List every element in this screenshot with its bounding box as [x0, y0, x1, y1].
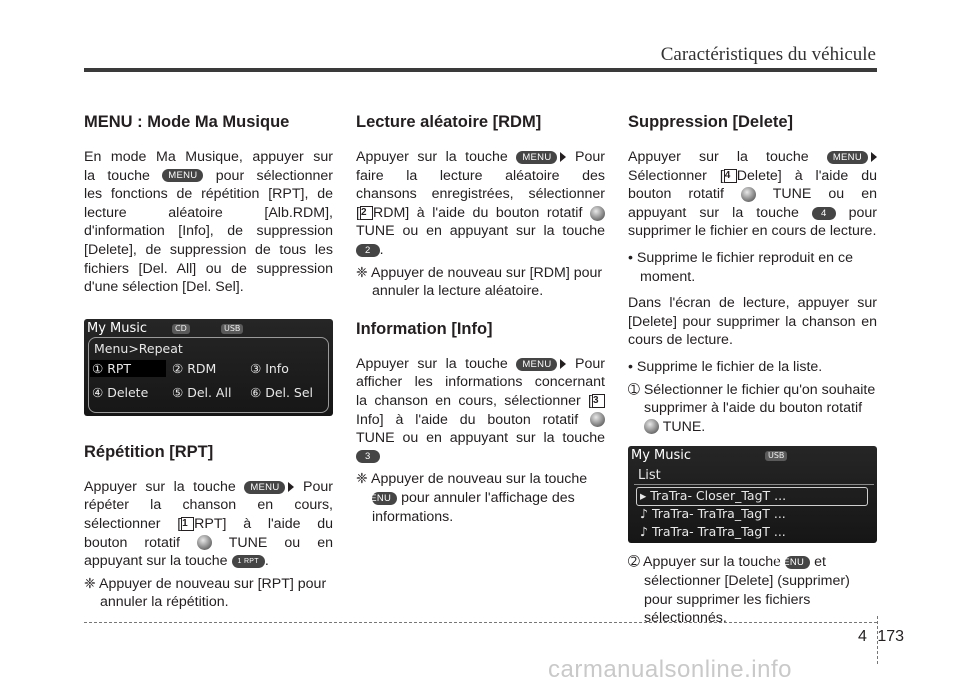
- random-line4: [356, 204, 605, 223]
- text: pour: [848, 204, 877, 221]
- text: ❈ Appuyer de nouveau sur la touche: [356, 471, 588, 488]
- usb-tag: USB: [221, 324, 243, 334]
- tune-knob-icon: [590, 412, 605, 427]
- repeat-line4: [84, 534, 333, 553]
- header-rule: [84, 68, 877, 72]
- column-1: [84, 112, 333, 620]
- paragraph-intro-rest: les fonctions de répétition [RPT], de lecture aléatoire [Alb.RDM], d'information [Info], de suppression [Delete], de suppression de tous les fichiers [Del. All] ou de suppression d'une sélection [Del. Sel].: [84, 186, 333, 296]
- usb-tag: USB: [765, 451, 787, 461]
- delete-line2: [628, 167, 877, 186]
- menu-key-icon: MENU: [372, 492, 397, 505]
- repeat-line2: répéter la chanson en cours,: [84, 497, 333, 514]
- number-2-icon: 2: [360, 206, 373, 220]
- repeat-line1: [84, 478, 333, 497]
- number-4-icon: 4: [724, 169, 737, 183]
- tune-knob-icon: [644, 419, 659, 434]
- arrow-right-icon: [560, 152, 566, 162]
- text: bouton rotatif: [779, 400, 863, 417]
- paragraph-intro-line1: En mode Ma Musique, appuyer sur: [84, 149, 333, 165]
- music-list-screen: [628, 446, 877, 543]
- random-line3: chansons enregistrées, sélectionner: [356, 186, 605, 203]
- menu-key: [244, 479, 294, 495]
- menu-key-icon: MENU: [785, 556, 810, 569]
- delete-step-1: [628, 381, 877, 437]
- paragraph-intro-line2: [84, 167, 333, 186]
- page-header-title: Caractéristiques du véhicule: [660, 44, 876, 65]
- info-line3: [356, 392, 605, 411]
- screen-list-row: ▸ TraTra- Closer_TagT ...: [640, 488, 787, 504]
- text: Sélectionner [: [628, 167, 724, 184]
- info-note: [356, 470, 605, 526]
- arrow-right-icon: [288, 482, 294, 492]
- info-line5: TUNE ou en appuyant sur la touche: [356, 430, 605, 447]
- repeat-line3: [84, 515, 333, 534]
- section-title-delete: Suppression [Delete]: [628, 113, 794, 131]
- text: Pour: [575, 355, 605, 372]
- footer-rule: [84, 622, 877, 623]
- text: RPT] à l'aide du: [194, 515, 334, 532]
- menu-key-icon: MENU: [516, 358, 557, 371]
- delete-line1: [628, 148, 877, 167]
- cd-tag: CD: [172, 324, 190, 334]
- text: Appuyer sur la touche: [84, 478, 236, 495]
- screen-list-row: ♪ TraTra- TraTra_TagT ...: [640, 506, 786, 522]
- screen-item-del-all: ⑤ Del. All: [172, 384, 232, 400]
- text: TUNE ou en: [772, 186, 877, 203]
- column-3: [628, 112, 877, 636]
- number-3-icon: 3: [592, 394, 605, 408]
- repeat-menu-screen: [84, 319, 333, 416]
- text: Info] à l'aide du bouton rotatif: [356, 411, 579, 428]
- text: Appuyer sur la touche: [356, 149, 508, 165]
- delete-paragraph-2: Dans l'écran de lecture, appuyer sur [Delete] pour supprimer la chanson en cours de lecture.: [628, 295, 877, 349]
- screen-list-rule: [634, 484, 874, 485]
- text: bouton rotatif: [84, 534, 180, 551]
- page-index: 173: [877, 628, 905, 645]
- repeat-line5: appuyant sur la touche 1 RPT .: [84, 553, 269, 570]
- random-line1: [356, 148, 605, 167]
- info-line6: [356, 448, 605, 467]
- screen-item-rdm: ② RDM: [172, 360, 217, 376]
- delete-line4: [628, 204, 877, 223]
- section-title-random: Lecture aléatoire [RDM]: [356, 113, 542, 131]
- page-number: [858, 628, 904, 646]
- screen-item-info: ③ Info: [250, 360, 289, 376]
- tune-knob-icon: [741, 187, 756, 202]
- random-note: ❈ Appuyer de nouveau sur [RDM] pour annuler la lecture aléatoire.: [356, 264, 603, 300]
- text: bouton rotatif: [628, 186, 724, 203]
- section-title-my-music: MENU : Mode Ma Musique: [84, 113, 290, 131]
- key-4-icon: 4: [812, 207, 836, 220]
- random-line6: 2 .: [356, 241, 605, 260]
- repeat-note: ❈ Appuyer de nouveau sur [RPT] pour annuler la répétition.: [84, 575, 327, 611]
- menu-key-icon: MENU: [516, 151, 557, 164]
- watermark: carmanualsonline.info: [548, 656, 792, 683]
- text: appuyant sur la touche: [84, 553, 228, 570]
- screen-item-del-sel: ⑥ Del. Sel: [250, 384, 314, 400]
- text: appuyant sur la touche: [628, 204, 799, 221]
- text: pour sélectionner: [215, 167, 333, 184]
- menu-key-icon: MENU: [827, 151, 868, 164]
- section-title-info: Information [Info]: [356, 319, 493, 338]
- text: RDM] à l'aide du bouton rotatif: [372, 204, 583, 221]
- info-line4: [356, 411, 605, 430]
- menu-key: [516, 356, 566, 372]
- arrow-right-icon: [871, 152, 877, 162]
- text: ➀ Sélectionner le fichier qu'on souhaite supprimer à l'aide du: [628, 381, 876, 417]
- arrow-right-icon: [560, 359, 566, 369]
- menu-key: [516, 149, 566, 165]
- screen-title: My Music: [87, 320, 148, 336]
- info-line2: afficher les informations concernant: [356, 374, 605, 391]
- screen-item-rpt: ① RPT: [92, 360, 132, 376]
- text: TUNE ou en: [228, 534, 333, 551]
- text: Pour: [303, 478, 333, 495]
- text: sélectionner [: [84, 515, 182, 532]
- rpt-key-icon: 1 RPT: [232, 555, 265, 568]
- section-title-repeat: Répétition [RPT]: [84, 442, 214, 461]
- menu-key-icon: MENU: [244, 481, 285, 494]
- text: et: [814, 554, 826, 571]
- screen-menu-path: Menu>Repeat: [94, 340, 183, 356]
- text: Delete] à l'aide du: [736, 167, 877, 184]
- text: TUNE.: [662, 418, 706, 435]
- number-1-icon: 1: [181, 517, 194, 531]
- random-line2: faire la lecture aléatoire des: [356, 167, 605, 184]
- tune-knob-icon: [590, 206, 605, 221]
- text: pour annuler l'affichage des informations.: [372, 489, 575, 525]
- menu-key: [827, 149, 877, 165]
- menu-key-icon: MENU: [162, 169, 203, 182]
- text: ➁ Appuyer sur la touche: [628, 554, 782, 571]
- delete-line3: [628, 185, 877, 204]
- delete-step-2: [628, 553, 877, 627]
- text: Appuyer sur la touche: [356, 355, 508, 372]
- chapter-number: 4: [858, 628, 867, 645]
- text: la touche: [84, 167, 150, 184]
- key-2-icon: 2: [356, 244, 380, 257]
- text: sélectionner [Delete] (supprimer) pour supprimer les fichiers sélectionnés.: [644, 572, 850, 627]
- screen-list-row: ♪ TraTra- TraTra_TagT ...: [640, 524, 786, 540]
- key-3-icon: 3: [356, 450, 380, 463]
- delete-bullet-1: • Supprime le fichier reproduit en ce moment.: [628, 249, 853, 285]
- delete-line5: supprimer le fichier en cours de lecture.: [628, 223, 877, 240]
- text: [: [356, 204, 360, 221]
- info-line1: [356, 355, 605, 374]
- tune-knob-icon: [197, 535, 212, 550]
- random-line5: TUNE ou en appuyant sur la touche: [356, 223, 605, 240]
- screen-list-label: List: [638, 468, 661, 484]
- column-2: [356, 112, 605, 534]
- screen-item-delete: ④ Delete: [92, 384, 149, 400]
- text: Pour: [575, 149, 605, 165]
- text: Appuyer sur la touche: [628, 149, 809, 165]
- delete-bullet-2: • Supprime le fichier de la liste.: [628, 358, 823, 375]
- text: la chanson en cours, sélectionner [: [356, 392, 592, 409]
- screen-title: My Music: [631, 448, 692, 464]
